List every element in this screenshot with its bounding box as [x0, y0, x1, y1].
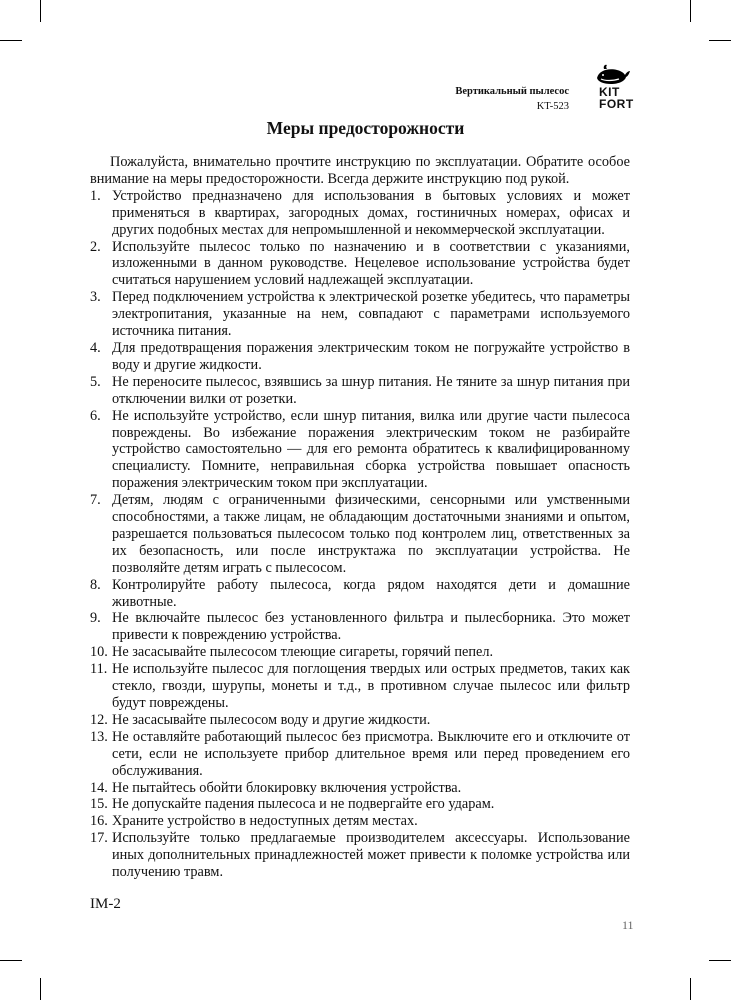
item-text: Не используйте пылесос для поглощения твердых или острых предметов, таких как стекло, гвозди, шурупы, монеты и т.д., в противном случае пылесос или фильтр будут повреждены. — [112, 661, 630, 711]
item-text: Не засасывайте пылесосом тлеющие сигареты, горячий пепел. — [112, 644, 494, 661]
list-item — [90, 729, 630, 780]
document-code: IM-2 — [90, 896, 121, 912]
item-number: 5. — [90, 373, 101, 390]
item-text: Используйте только предлагаемые производителем аксессуары. Использование иных дополнительных принадлежностей может привести к поломке устройства или получению травм. — [112, 830, 630, 881]
list-item — [90, 813, 630, 830]
crop-mark — [690, 978, 691, 1000]
item-number: 8. — [90, 576, 101, 593]
item-number: 6. — [90, 407, 101, 424]
list-item — [90, 340, 630, 374]
item-number: 15. — [90, 796, 108, 813]
item-number: 11. — [90, 661, 108, 678]
list-item — [90, 661, 630, 712]
item-text: Для предотвращения поражения электрическим током не погружайте устройство в воду и другие жидкости. — [112, 339, 630, 373]
item-number: 10. — [90, 644, 108, 661]
crop-mark — [40, 978, 41, 1000]
list-item — [90, 408, 630, 493]
brand-logo — [595, 62, 635, 122]
list-item — [90, 577, 630, 611]
logo-text-fort: FORT — [599, 97, 634, 111]
product-model: KT-523 — [536, 101, 569, 112]
list-item — [90, 239, 630, 290]
item-number: 9. — [90, 610, 101, 627]
list-item — [90, 644, 630, 661]
list-item — [90, 712, 630, 729]
item-number: 2. — [90, 238, 101, 255]
list-item — [90, 780, 630, 797]
list-item — [90, 610, 630, 644]
item-number: 1. — [90, 187, 101, 204]
crop-mark — [690, 0, 691, 22]
item-number: 4. — [90, 339, 101, 356]
crop-mark — [0, 960, 22, 961]
item-number: 16. — [90, 813, 108, 830]
list-item — [90, 796, 630, 813]
crop-mark — [709, 960, 731, 961]
page-title: Меры предосторожности — [266, 118, 465, 138]
item-text: Не включайте пылесос без установленного фильтра и пылесборника. Это может привести к повреждению устройства. — [112, 610, 630, 644]
item-text: Не оставляйте работающий пылесос без присмотра. Выключите его и отключите от сети, если не используете прибор длительное время или перед проведением его обслуживания. — [112, 728, 630, 779]
intro-paragraph: Пожалуйста, внимательно прочтите инструкцию по эксплуатации. Обратите особое внимание на меры предосторожности. Всегда держите инструкцию под рукой. — [90, 154, 630, 187]
item-text: Не используйте устройство, если шнур питания, вилка или другие части пылесоса повреждены. Во избежание поражения электрическим током не разбирайте устройство самостоятельно — для его ремонта обратитесь к квалифицированному специалисту. Помните, неправильная сборка устройства повышает опасность поражения электрическим током при эксплуатации. — [112, 407, 630, 492]
item-number: 17. — [90, 830, 108, 847]
header-text — [455, 84, 569, 114]
item-text: Детям, людям с ограниченными физическими, сенсорными или умственными способностями, а также лицам, не обладающим достаточными знаниями и опытом, разрешается пользоваться пылесосом только под контролем лиц, ответственных за их безопасность, или после инструктажа по эксплуатации устройства. Не позволяйте детям играть с пылесосом. — [112, 492, 630, 576]
item-text: Не допускайте падения пылесоса и не подвергайте его ударам. — [112, 796, 495, 813]
item-text: Устройство предназначено для использования в бытовых условиях и может применяться в квартирах, загородных домах, гостиничных номерах, офисах и других подобных местах для непромышленной и некоммерческой эксплуатации. — [112, 187, 630, 238]
item-text: Перед подключением устройства к электрической розетке убедитесь, что параметры электропитания, указанные на нем, совпадают с параметрами используемого источника питания. — [112, 289, 630, 340]
list-item — [90, 492, 630, 577]
list-item — [90, 374, 630, 408]
item-number: 12. — [90, 711, 108, 728]
item-text: Не пытайтесь обойти блокировку включения устройства. — [112, 779, 462, 796]
crop-mark — [40, 0, 41, 22]
item-number: 7. — [90, 492, 101, 509]
page-number: 11 — [622, 918, 634, 932]
page-header — [430, 80, 635, 120]
safety-rules-list — [90, 188, 630, 881]
logo-text-kit: KIT — [599, 85, 620, 99]
product-name: Вертикальный пылесос — [455, 86, 569, 97]
list-item — [90, 188, 630, 239]
list-item — [90, 289, 630, 340]
whale-icon — [595, 62, 631, 86]
item-text: Контролируйте работу пылесоса, когда рядом находятся дети и домашние животные. — [112, 576, 630, 610]
item-number: 3. — [90, 289, 101, 306]
crop-mark — [709, 40, 731, 41]
item-number: 13. — [90, 728, 108, 745]
item-text: Храните устройство в недоступных детям местах. — [112, 813, 418, 830]
item-text: Используйте пылесос только по назначению и в соответствии с указаниями, изложенными в данном руководстве. Нецелевое использование устройства будет считаться нарушением условий надлежащей эксплуатации. — [112, 238, 630, 289]
list-item — [90, 830, 630, 881]
item-text: Не переносите пылесос, взявшись за шнур питания. Не тяните за шнур питания при отключении вилки от розетки. — [112, 373, 630, 407]
safety-content — [90, 154, 630, 881]
item-number: 14. — [90, 779, 108, 796]
item-text: Не засасывайте пылесосом воду и другие жидкости. — [112, 711, 431, 728]
crop-mark — [0, 40, 22, 41]
